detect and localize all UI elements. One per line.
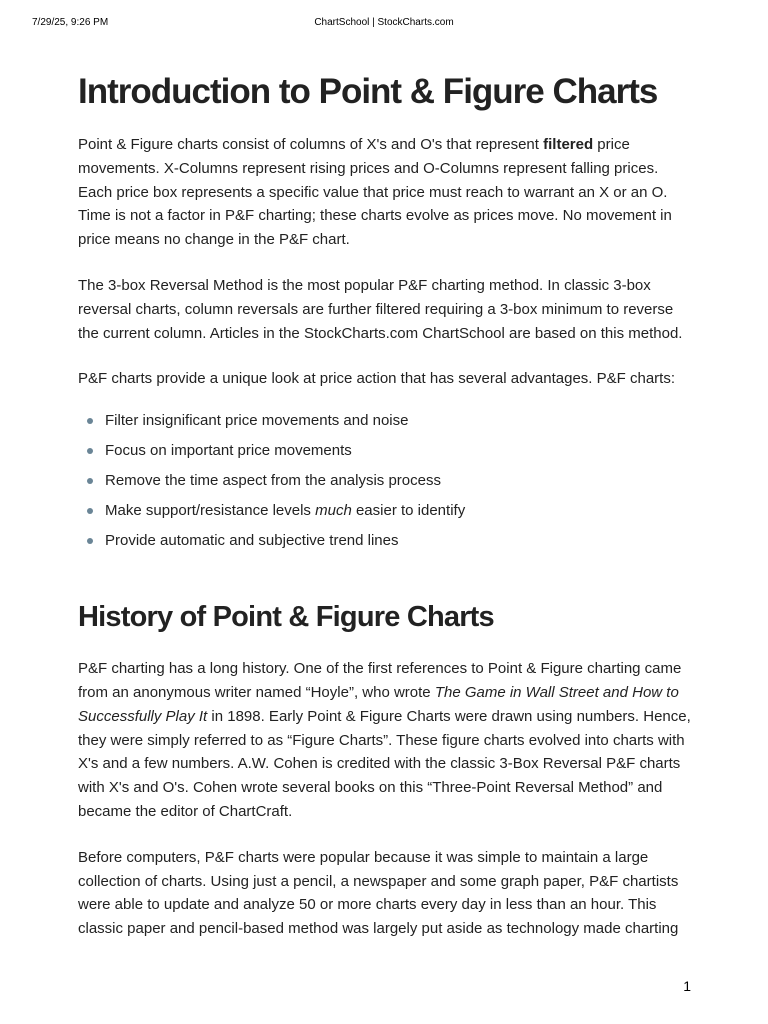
history-heading: History of Point & Figure Charts [78,601,494,634]
bullet-icon [87,538,93,544]
list-item-text: Remove the time aspect from the analysis process [105,472,441,490]
list-item [78,441,694,461]
list-item-emphasis: much [315,502,352,520]
bullet-icon [87,418,93,424]
list-item-text-start: Make support/resistance levels [105,502,316,520]
advantages-list [78,411,694,551]
intro-paragraph [78,133,694,252]
list-item-text: Focus on important price movements [105,442,352,460]
list-item-text-end: easier to identify [351,502,466,520]
intro-text-start: Point & Figure charts consist of columns of X's and O's that represent [78,136,544,153]
article-title: Introduction to Point & Figure Charts [78,72,658,111]
advantages-intro: P&F charts provide a unique look at price action that has several advantages. P&F charts: [78,370,675,388]
history-paragraph [78,657,694,824]
list-item [78,411,694,431]
history-text-start: P&F charting has a long history. One of the first references to Point & Figure charting came from an anonymous writer named “Hoyle”, who wrote [78,660,682,701]
list-item-text: Filter insignificant price movements and noise [105,412,409,430]
intro-bold-term: filtered [543,136,594,153]
bullet-icon [87,478,93,484]
list-item [78,471,694,491]
article-content [78,70,694,941]
list-item [78,531,694,551]
print-datetime: 7/29/25, 9:26 PM [32,17,109,28]
list-item-text: Provide automatic and subjective trend lines [105,532,399,550]
computers-paragraph: Before computers, P&F charts were popular because it was simple to maintain a large collection of charts. Using just a pencil, a newspaper and some graph paper, P&F chartists were able to update and analyze 50 or more charts every day in less than an hour. This classic paper and pencil-based method was largely put aside as technology made charting [78,848,679,938]
history-text-end: in 1898. Early Point & Figure Charts were drawn using numbers. Hence, they were simply referred to as “Figure Charts”. These figure charts evolved into charts with X's and a few numbers. A.W. Cohen is credited with the classic 3-Box Reversal P&F charts with X's and O's. Cohen wrote several books on this “Three-Point Reversal Method” and became the editor of ChartCraft. [78,707,691,820]
reversal-paragraph: The 3-box Reversal Method is the most popular P&F charting method. In classic 3-box reversal charts, column reversals are further filtered requiring a 3-box minimum to reverse the current column. Articles in the StockCharts.com ChartSchool are based on this method. [78,276,683,342]
page-number: 1 [683,978,691,994]
print-header [32,17,736,31]
list-item [78,501,694,521]
bullet-icon [87,508,93,514]
book-title: The Game in Wall Street and How to Successfully Play It [78,683,679,725]
print-page-title: ChartSchool | StockCharts.com [314,17,454,28]
bullet-icon [87,448,93,454]
intro-text-end: price movements. X-Columns represent rising prices and O-Columns represent falling prices. Each price box represents a specific value that price must reach to warrant an X or an O. Time is not a factor in P&F charting; these charts evolve as prices move. No movement in price means no change in the P&F chart. [78,136,672,249]
